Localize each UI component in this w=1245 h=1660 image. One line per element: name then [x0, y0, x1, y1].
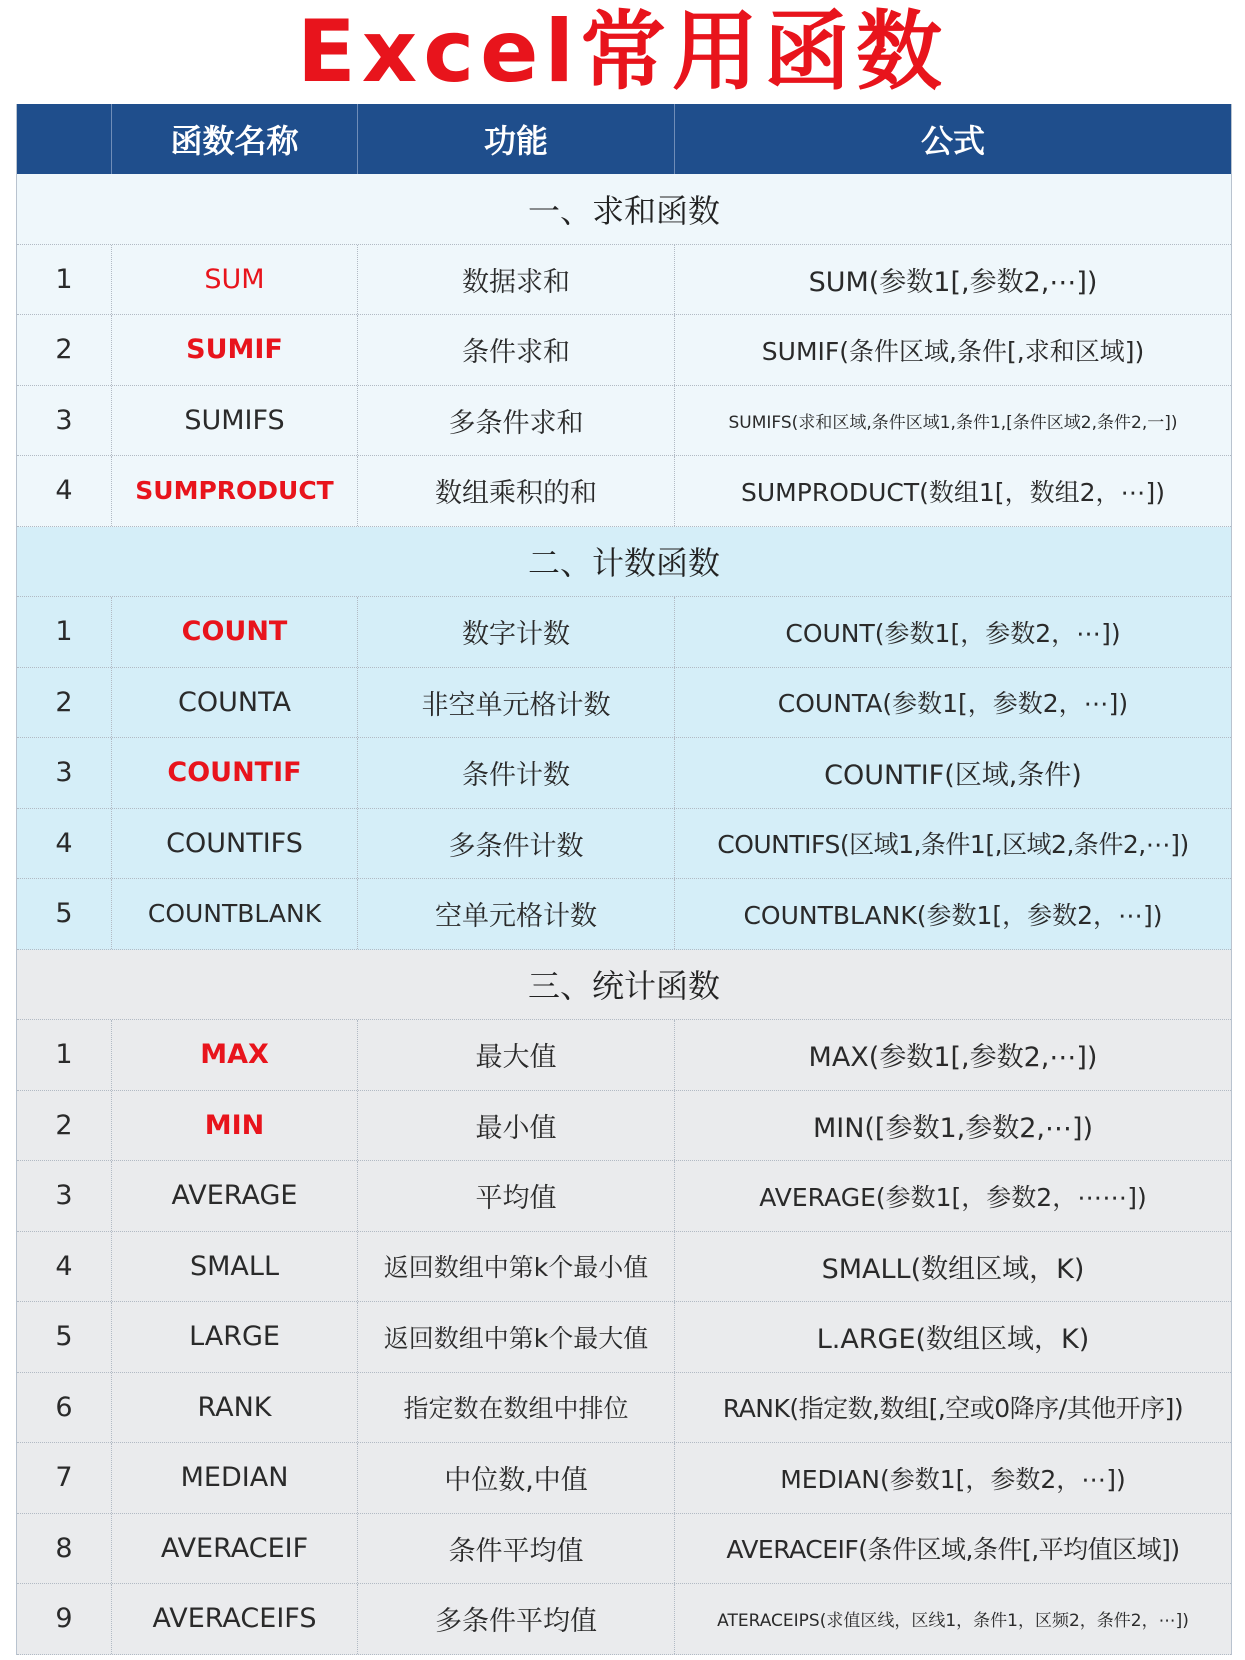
table-row	[17, 386, 1231, 457]
row-number: 2	[17, 1091, 112, 1161]
function-formula: SUM(参数1[,参数2,⋯])	[808, 266, 1098, 298]
table-row	[17, 1091, 1231, 1162]
page-title: Excel常用函数	[296, 2, 948, 102]
row-number: 6	[17, 1373, 112, 1443]
function-purpose: 数据求和	[358, 245, 675, 315]
table-row	[17, 1302, 1231, 1373]
table-row	[17, 1514, 1231, 1585]
section-sum	[17, 174, 1231, 245]
function-formula: MAX(参数1[,参数2,⋯])	[808, 1042, 1098, 1074]
function-purpose: 条件求和	[358, 315, 675, 385]
table-row	[17, 1232, 1231, 1303]
function-name: COUNT	[112, 597, 358, 667]
function-formula: ATERACEIPS(求值区线，区线1，条件1，区频2，条件2，⋯])	[717, 1611, 1189, 1632]
function-name: COUNTBLANK	[112, 879, 358, 949]
function-formula: MEDIAN(参数1[，参数2，⋯])	[780, 1464, 1126, 1494]
function-formula: SMALL(数组区域，K)	[821, 1253, 1085, 1285]
function-purpose: 条件平均值	[358, 1514, 675, 1584]
function-name: MAX	[112, 1020, 358, 1090]
function-name: LARGE	[112, 1302, 358, 1372]
table-row	[17, 1584, 1231, 1655]
header-function-name: 函数名称	[112, 104, 358, 174]
function-name: MEDIAN	[112, 1443, 358, 1513]
row-number: 4	[17, 809, 112, 879]
function-purpose: 多条件计数	[358, 809, 675, 879]
row-number: 8	[17, 1514, 112, 1584]
function-purpose: 数组乘积的和	[358, 456, 675, 526]
row-number: 5	[17, 1302, 112, 1372]
row-number: 2	[17, 315, 112, 385]
function-formula: COUNTA(参数1[，参数2，⋯])	[777, 689, 1129, 719]
table-row	[17, 879, 1231, 950]
function-formula: COUNTIF(区域,条件)	[824, 760, 1082, 792]
section-title: 一、求和函数	[527, 191, 720, 230]
function-formula: L.ARGE(数组区域，K)	[816, 1324, 1090, 1356]
row-number: 4	[17, 1232, 112, 1302]
function-purpose: 返回数组中第k个最大值	[358, 1302, 675, 1372]
function-purpose: 返回数组中第k个最小值	[358, 1232, 675, 1302]
table-row	[17, 809, 1231, 880]
table-row	[17, 456, 1231, 527]
function-name: AVERACEIFS	[112, 1584, 358, 1654]
section-statistics	[17, 950, 1231, 1021]
function-formula: COUNTBLANK(参数1[，参数2，⋯])	[743, 900, 1163, 930]
function-formula: COUNT(参数1[，参数2，⋯])	[785, 618, 1121, 648]
section-title: 二、计数函数	[527, 544, 720, 583]
row-number: 3	[17, 738, 112, 808]
section-count	[17, 527, 1231, 598]
table-row	[17, 1373, 1231, 1444]
table-row	[17, 1020, 1231, 1091]
header-number	[17, 104, 112, 174]
function-name: COUNTA	[112, 668, 358, 738]
table-row	[17, 1161, 1231, 1232]
function-purpose: 多条件平均值	[358, 1584, 675, 1654]
row-number: 5	[17, 879, 112, 949]
row-number: 9	[17, 1584, 112, 1654]
section-title: 三、统计函数	[527, 967, 720, 1006]
function-formula: SUMIF(条件区域,条件[,求和区域])	[761, 336, 1145, 366]
table-row	[17, 1443, 1231, 1514]
function-name: SMALL	[112, 1232, 358, 1302]
function-name: AVERACEIF	[112, 1514, 358, 1584]
function-name: SUM	[112, 245, 358, 315]
function-formula: RANK(指定数,数组[,空或0降序/其他开序])	[722, 1394, 1184, 1424]
table-row	[17, 668, 1231, 739]
function-name: COUNTIF	[112, 738, 358, 808]
function-purpose: 空单元格计数	[358, 879, 675, 949]
function-name: SUMIF	[112, 315, 358, 385]
function-purpose: 数字计数	[358, 597, 675, 667]
header-purpose: 功能	[358, 104, 675, 174]
function-purpose: 条件计数	[358, 738, 675, 808]
function-name: COUNTIFS	[112, 809, 358, 879]
function-formula: AVERAGE(参数1[，参数2，⋯⋯])	[759, 1182, 1147, 1212]
function-purpose: 中位数,中值	[358, 1443, 675, 1513]
function-name: AVERAGE	[112, 1161, 358, 1231]
function-purpose: 平均值	[358, 1161, 675, 1231]
row-number: 7	[17, 1443, 112, 1513]
function-formula: SUMPRODUCT(数组1[，数组2，⋯])	[741, 477, 1165, 507]
function-purpose: 最小值	[358, 1091, 675, 1161]
function-table	[16, 104, 1232, 1655]
function-purpose: 多条件求和	[358, 386, 675, 456]
row-number: 4	[17, 456, 112, 526]
function-name: SUMIFS	[112, 386, 358, 456]
function-formula: SUMIFS(求和区域,条件区域1,条件1,[条件区域2,条件2,一])	[728, 412, 1178, 433]
function-purpose: 指定数在数组中排位	[358, 1373, 675, 1443]
table-row	[17, 245, 1231, 316]
function-name: SUMPRODUCT	[112, 456, 358, 526]
row-number: 1	[17, 245, 112, 315]
function-formula: COUNTIFS(区域1,条件1[,区域2,条件2,⋯])	[717, 830, 1189, 860]
header-formula: 公式	[920, 122, 985, 160]
function-purpose: 非空单元格计数	[358, 668, 675, 738]
row-number: 1	[17, 1020, 112, 1090]
table-header	[17, 104, 1231, 174]
row-number: 3	[17, 1161, 112, 1231]
function-formula: MIN([参数1,参数2,⋯])	[812, 1112, 1094, 1144]
function-name: RANK	[112, 1373, 358, 1443]
table-row	[17, 315, 1231, 386]
table-row	[17, 597, 1231, 668]
row-number: 3	[17, 386, 112, 456]
row-number: 1	[17, 597, 112, 667]
table-row	[17, 738, 1231, 809]
row-number: 2	[17, 668, 112, 738]
function-name: MIN	[112, 1091, 358, 1161]
function-formula: AVERACEIF(条件区域,条件[,平均值区域])	[726, 1535, 1180, 1565]
function-purpose: 最大值	[358, 1020, 675, 1090]
